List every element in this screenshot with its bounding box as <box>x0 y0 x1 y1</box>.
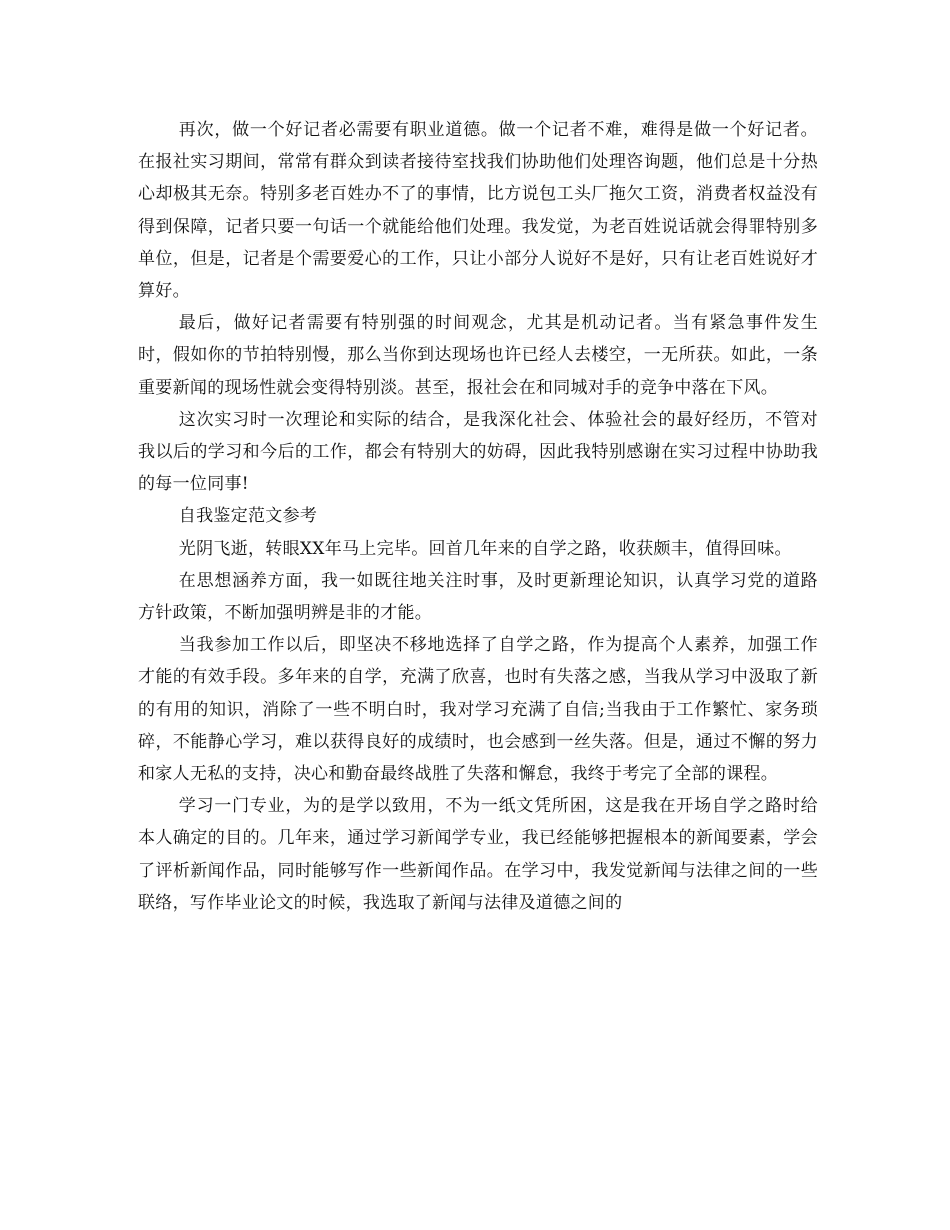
paragraph-internship-summary: 这次实习时一次理论和实际的结合，是我深化社会、体验社会的最好经历，不管对我以后的学习和今后的工作，都会有特别大的妨碍，因此我特别感谢在实习过程中协助我的每一位同事! <box>138 409 818 495</box>
paragraph-major-study: 学习一门专业，为的是学以致用，不为一纸文凭所困，这是我在开场自学之路时给本人确定的目的。几年来，通过学习新闻学专业，我已经能够把握根本的新闻要素，学会了评析新闻作品，同时能够写作一些新闻作品。在学习中，我发觉新闻与法律之间的一些联络，写作毕业论文的时候，我选取了新闻与法律及道德之间的 <box>138 796 818 913</box>
paragraph-time-flies: 光阴飞逝，转眼XX年马上完毕。回首几年来的自学之路，收获颇丰，值得回味。 <box>178 538 792 559</box>
paragraph-ideological-cultivation: 在思想涵养方面，我一如既往地关注时事，及时更新理论知识，认真学习党的道路方针政策，不断加强明辨是非的才能。 <box>138 570 818 624</box>
paragraph-time-awareness: 最后，做好记者需要有特别强的时间观念，尤其是机动记者。当有紧急事件发生时，假如你的节拍特别慢，那么当你到达现场也许已经人去楼空，一无所获。如此，一条重要新闻的现场性就会变得特别淡。甚至，报社会在和同城对手的竞争中落在下风。 <box>138 313 818 398</box>
paragraph-self-study-path: 当我参加工作以后，即坚决不移地选择了自学之路，作为提高个人素养，加强工作才能的有效手段。多年来的自学，充满了欣喜，也时有失落之感，当我从学习中汲取了新的有用的知识，消除了一些不明白时，我对学习充满了自信;当我由于工作繁忙、家务琐碎，不能静心学习，难以获得良好的成绩时，也会感到一丝失落。但是，通过不懈的努力和家人无私的支持，决心和勤奋最终战胜了失落和懈怠，我终于考完了全部的课程。 <box>138 635 818 785</box>
paragraph-professional-ethics: 再次，做一个好记者必需要有职业道德。做一个记者不难，难得是做一个好记者。在报社实习期间，常常有群众到读者接待室找我们协助他们处理咨询题，他们总是十分热心却极其无奈。特别多老百姓办不了的事情，比方说包工头厂拖欠工资，消费者权益没有得到保障，记者只要一句话一个就能给他们处理。我发觉，为老百姓说话就会得罪特别多单位，但是，记者是个需要爱心的工作，只让小部分人说好不是好，只有让老百姓说好才算好。 <box>138 120 818 302</box>
section-heading-self-assessment: 自我鉴定范文参考 <box>178 506 318 527</box>
document-body <box>138 114 818 919</box>
